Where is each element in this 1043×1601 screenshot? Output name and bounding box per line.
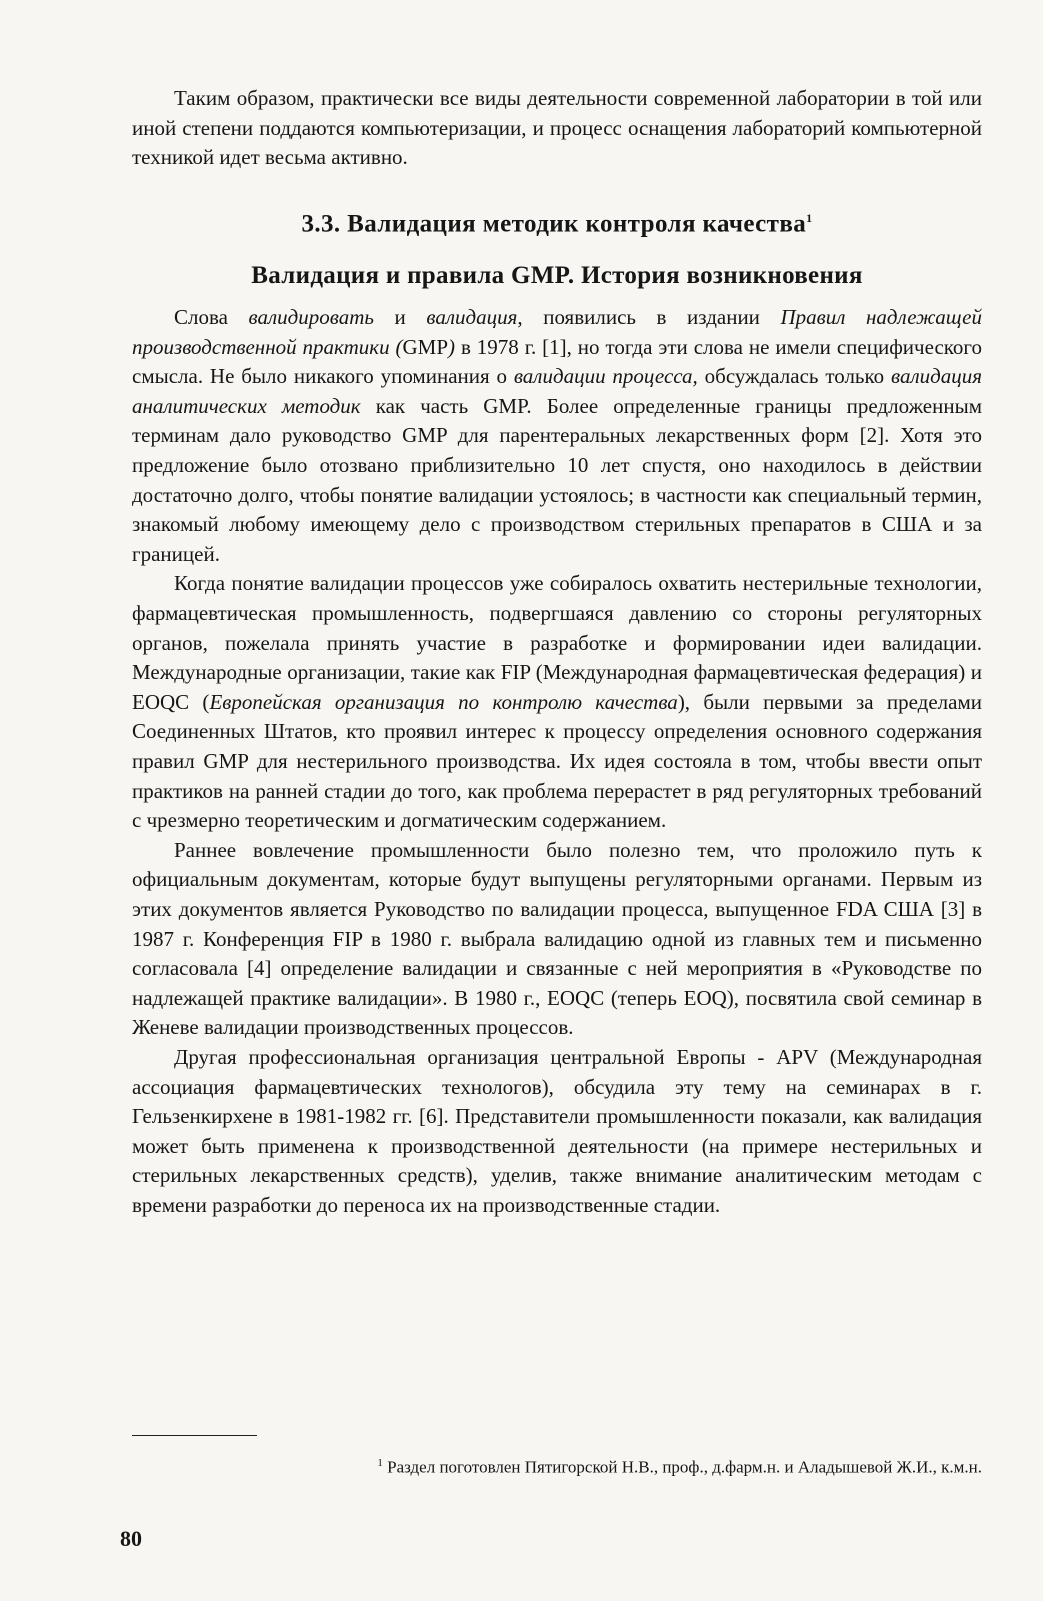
page-number: 80 bbox=[120, 1526, 142, 1551]
footnote-divider bbox=[132, 1435, 257, 1436]
p1-italic-2: валидация bbox=[426, 305, 518, 330]
p2-text-1: Когда понятие валидации процессов уже собиралось охватить нестерильные технологии, фармацевтическая промышленность, подвергшаяся давлению со стороны регуляторных органов, пожелала принять участие в разработке и формировании идеи валидации. Международные организации, такие как FIP (Международная фармацевтическая федерация) и EOQC ( bbox=[132, 571, 982, 714]
p1-text-5: в 1978 г. [1], но тогда эти слова не имели специфического смысла. Не было никакого упоминания о bbox=[132, 334, 982, 389]
p1-text-3: , появились в издании bbox=[517, 305, 781, 330]
p1-italic-1: валидировать bbox=[248, 305, 374, 330]
paragraph-1 bbox=[132, 303, 982, 569]
p1-italic-6: валидация аналитических методик bbox=[132, 364, 982, 418]
p2-text-2: ), были первыми за пределами Соединенных Штатов, кто проявил интерес к процессу определения основного содержания правил GMP для нестерильного производства. Их идея состояла в том, чтобы ввести опыт практиков на ранней стадии до того, как проблема перерастет в ряд регуляторных требований с чрезмерно теоретическим и догматическим содержанием. bbox=[132, 689, 982, 833]
p2-italic-1: Европейская организация по контролю качества bbox=[209, 689, 678, 714]
p1-italic-3: Правил надлежащей производственной практики ( bbox=[132, 305, 982, 359]
p1-text-2: и bbox=[373, 305, 427, 330]
footnote bbox=[132, 1452, 982, 1479]
footnote-marker: 1 bbox=[377, 1457, 383, 1469]
paragraph-2 bbox=[132, 569, 982, 835]
p1-text-1: Слова bbox=[174, 305, 249, 330]
p1-text-7: как часть GMP. Более определенные границы предложенным терминам дало руководство GMP для парентеральных лекарственных форм [2]. Хотя это предложение было отозвано приблизительно 10 лет спустя, оно находилось в действии достаточно долго, чтобы понятие валидации устоялось; в частности как специальный термин, знакомый любому имеющему дело с производством стерильных препаратов в США и за границей. bbox=[132, 393, 982, 566]
paragraph-4: Другая профессиональная организация центральной Европы - APV (Международная ассоциация фармацевтических технологов), обсудила эту тему на семинарах в г. Гельзенкирхене в 1981-1982 гг. [6]. Представители промышленности показали, как валидация может быть применена к производственной деятельности (на примере нестерильных и стерильных лекарственных средств), уделив, также внимание аналитическим методам с времени разработки до переноса их на производственные стадии. bbox=[132, 1044, 982, 1217]
footnote-text: Раздел поготовлен Пятигорской Н.В., проф., д.фарм.н. и Аладышевой Ж.И., к.м.н. bbox=[382, 1457, 982, 1477]
subsection-title: Валидация и правила GMP. История возникновения bbox=[251, 262, 863, 290]
p1-text-6: обсуждалась только bbox=[697, 364, 891, 389]
paragraph-3: Раннее вовлечение промышленности было полезно тем, что проложило путь к официальным документам, которые будут выпущены регуляторными органами. Первым из этих документов является Руководство по валидации процесса, выпущенное FDA США [3] в 1987 г. Конференция FIP в 1980 г. выбрала валидацию одной из главных тем и письменно согласовала [4] определение валидации и связанные с ней мероприятия в «Руководстве по надлежащей практике валидации». В 1980 г., EOQC (теперь EOQ), посвятила свой семинар в Женеве валидации производственных процессов. bbox=[132, 837, 982, 1040]
p1-italic-5: валидации процесса, bbox=[513, 364, 698, 389]
section-footnote-marker: 1 bbox=[806, 210, 813, 225]
section-title-text: 3.3. Валидация методик контроля качества bbox=[301, 210, 807, 238]
p1-text-4: GMP bbox=[402, 334, 449, 359]
text-block bbox=[132, 84, 982, 1221]
p1-italic-4: ) bbox=[448, 334, 456, 359]
section-title bbox=[132, 173, 982, 239]
intro-paragraph: Таким образом, практически все виды деятельности современной лаборатории в той или иной степени поддаются компьютеризации, и процесс оснащения лабораторий компьютерной техникой идет весьма активно. bbox=[132, 86, 982, 170]
